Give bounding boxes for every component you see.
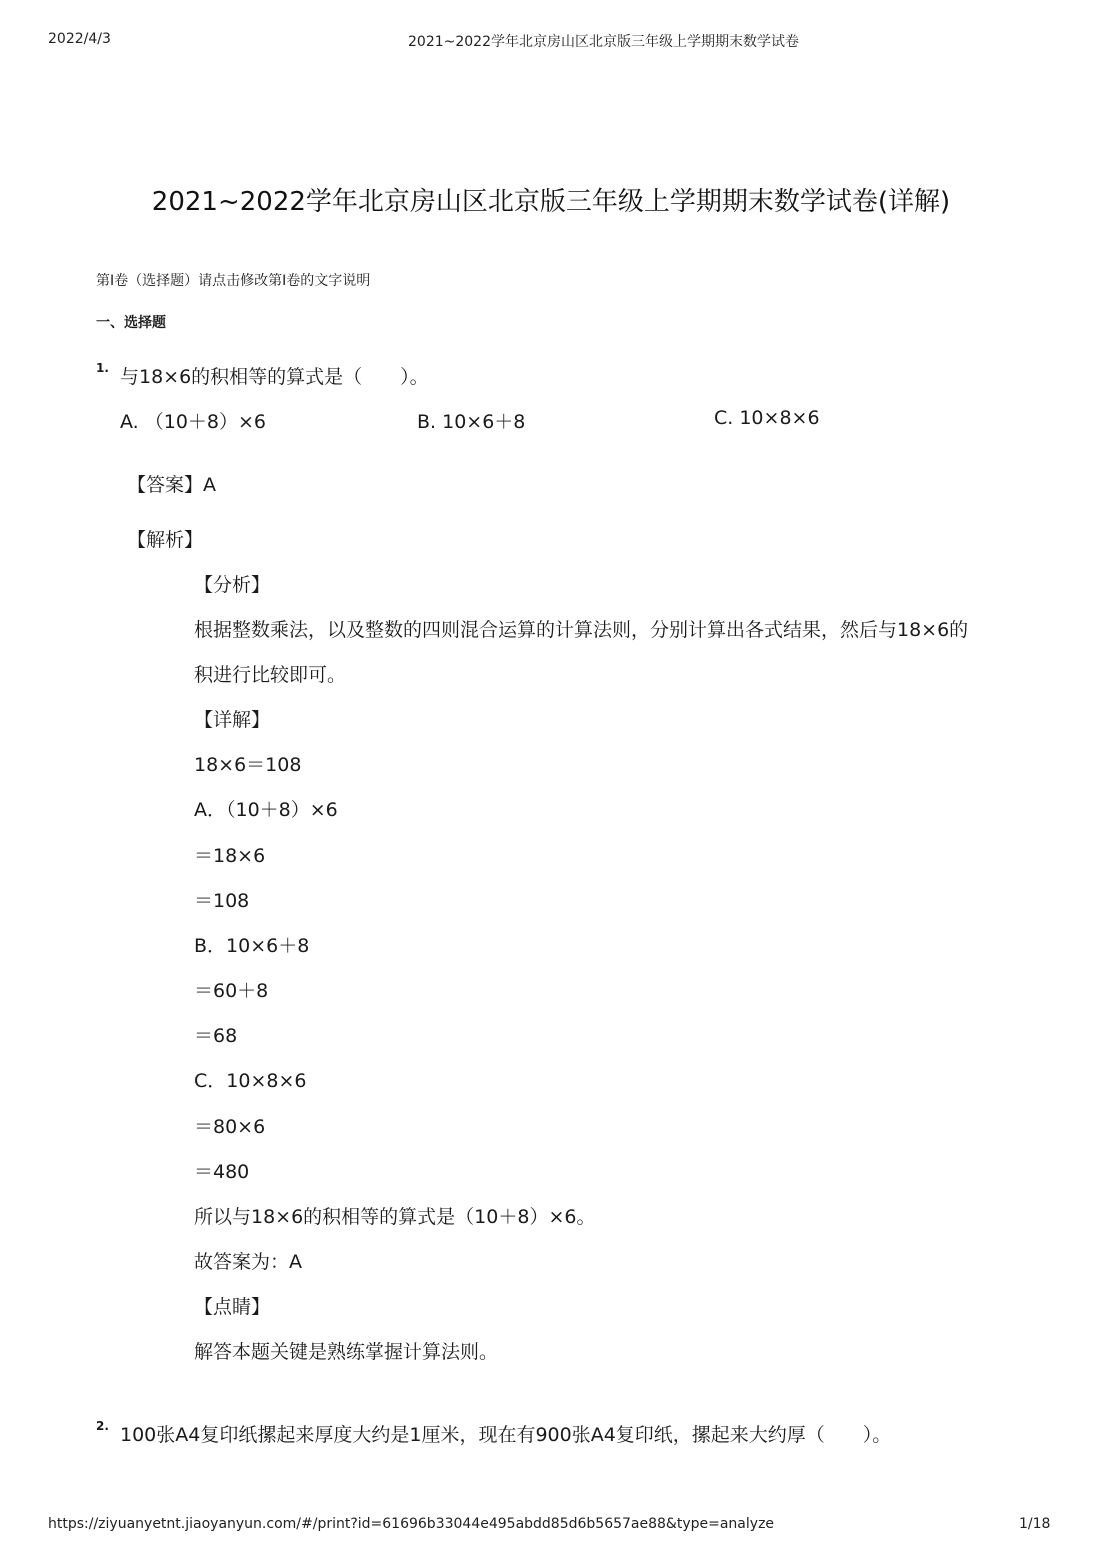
section-note: 第I卷（选择题）请点击修改第I卷的文字说明 <box>96 273 371 289</box>
footer-url: https://ziyuanyetnt.jiaoyanyun.com/#/print?id=61696b33044e495abdd85d6b5657ae88&type=analyze <box>48 1516 775 1532</box>
question-1-option-b: B. 10×6＋8 <box>417 411 526 433</box>
document-title: 2021~2022学年北京房山区北京版三年级上学期期末数学试卷(详解) <box>151 187 951 217</box>
question-2-text: 100张A4复印纸摞起来厚度大约是1厘米，现在有900张A4复印纸，摞起来大约厚（ ）。 <box>120 1424 892 1446</box>
analysis-line: ＝108 <box>194 890 250 912</box>
analysis-line: B．10×6＋8 <box>194 935 310 957</box>
analysis-line: 所以与18×6的积相等的算式是（10＋8）×6。 <box>194 1206 596 1228</box>
header-date: 2022/4/3 <box>48 31 111 47</box>
analysis-line: ＝60＋8 <box>194 980 269 1002</box>
question-1-number: 1. <box>96 361 109 375</box>
question-1-option-a: A. （10＋8）×6 <box>120 411 267 433</box>
answer-label: 【答案】A <box>127 474 216 496</box>
analysis-line: ＝80×6 <box>194 1116 266 1138</box>
question-1-option-c: C. 10×8×6 <box>714 407 820 429</box>
analysis-line: 【点睛】 <box>194 1296 271 1318</box>
analysis-line: A．（10＋8）×6 <box>194 799 338 821</box>
question-2-number: 2. <box>96 1419 109 1433</box>
question-1-text: 与18×6的积相等的算式是（ ）。 <box>120 366 429 388</box>
analysis-line: ＝18×6 <box>194 845 266 867</box>
analysis-line: C．10×8×6 <box>194 1070 307 1092</box>
analysis-line: ＝480 <box>194 1161 250 1183</box>
footer-page-number: 1/18 <box>1019 1516 1051 1532</box>
analysis-line: 解答本题关键是熟练掌握计算法则。 <box>194 1341 499 1363</box>
section-heading: 一、选择题 <box>96 315 166 331</box>
analysis-line: 积进行比较即可。 <box>194 664 347 686</box>
analysis-line: 根据整数乘法，以及整数的四则混合运算的计算法则，分别计算出各式结果，然后与18×6的 <box>194 619 969 641</box>
analysis-label: 【解析】 <box>127 529 204 551</box>
analysis-line: 故答案为：A <box>194 1251 302 1273</box>
analysis-line: ＝68 <box>194 1025 238 1047</box>
analysis-line: 18×6＝108 <box>194 754 302 776</box>
header-title: 2021~2022学年北京房山区北京版三年级上学期期末数学试卷 <box>408 34 799 50</box>
analysis-line: 【分析】 <box>194 574 271 596</box>
analysis-line: 【详解】 <box>194 709 271 731</box>
